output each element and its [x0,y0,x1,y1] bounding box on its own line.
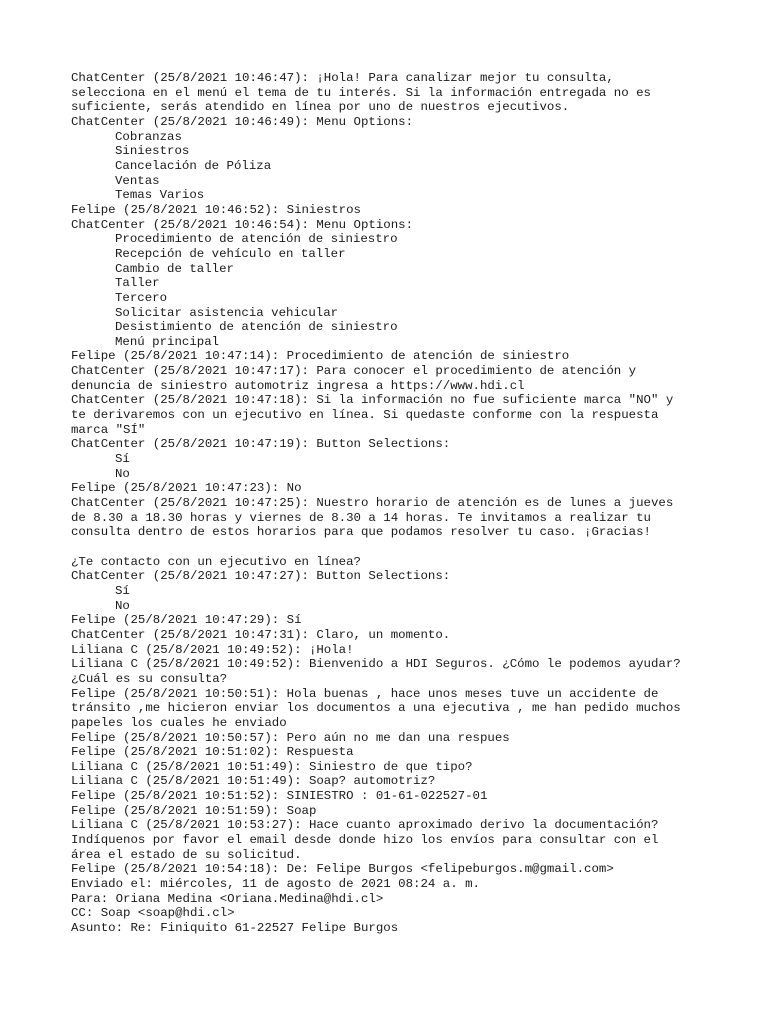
menu-option-line: Recepción de vehículo en taller [115,246,346,261]
transcript-line: Felipe (25/8/2021 10:46:52): Siniestros [71,202,361,217]
menu-option-line: Sí [115,583,130,598]
transcript-line: ChatCenter (25/8/2021 10:46:49): Menu Options: [71,114,414,129]
transcript-line: ChatCenter (25/8/2021 10:46:47): ¡Hola! Para canalizar mejor tu consulta, [71,71,614,85]
transcript-line: ¿Cuál es su consulta? [71,671,228,686]
transcript-line: Felipe (25/8/2021 10:50:57): Pero aún no me dan una respues [71,730,510,745]
menu-option-line: Sí [115,452,130,467]
transcript-line: selecciona en el menú el tema de tu interés. Si la información entregada no es [71,85,651,100]
menu-option-line: No [115,598,130,613]
transcript-line: ChatCenter (25/8/2021 10:47:31): Claro, un momento. [71,627,451,642]
transcript-line: ChatCenter (25/8/2021 10:47:18): Si la información no fue suficiente marca "NO" y [71,393,674,408]
transcript-line: Felipe (25/8/2021 10:47:14): Procedimiento de atención de siniestro [71,349,570,364]
transcript-line: te derivaremos con un ejecutivo en línea. Si quedaste conforme con la respuesta [71,408,659,423]
transcript-line: Felipe (25/8/2021 10:47:29): Sí [71,613,302,628]
transcript-line: CC: Soap <soap@hdi.cl> [71,906,235,921]
menu-option-line: Cobranzas [115,129,182,144]
menu-option-line: Desistimiento de atención de siniestro [115,320,398,335]
menu-option-line: No [115,466,130,481]
transcript-line [71,540,711,555]
transcript-line: ChatCenter (25/8/2021 10:47:27): Button Selections: [71,569,451,584]
menu-option-line: Cancelación de Póliza [115,158,272,173]
transcript-line: ChatCenter (25/8/2021 10:47:19): Button Selections: [71,437,451,452]
transcript-line: ChatCenter (25/8/2021 10:47:25): Nuestro horario de atención es de lunes a jueves [71,496,674,511]
transcript-line: de 8.30 a 18.30 horas y viernes de 8.30 a 14 horas. Te invitamos a realizar tu [71,510,651,525]
transcript-line: Felipe (25/8/2021 10:51:59): Soap [71,803,317,818]
transcript-line: Liliana C (25/8/2021 10:49:52): Bienvenido a HDI Seguros. ¿Cómo le podemos ayudar? [71,657,681,672]
transcript-line: área el estado de su solicitud. [71,847,302,862]
transcript-line: ChatCenter (25/8/2021 10:47:17): Para conocer el procedimiento de atención y [71,364,637,379]
transcript-line: Felipe (25/8/2021 10:54:18): De: Felipe Burgos <felipeburgos.m@gmail.com> [71,862,614,877]
transcript-line: Liliana C (25/8/2021 10:51:49): Soap? automotriz? [71,774,436,789]
transcript-line: Indíquenos por favor el email desde donde hizo los envíos para consultar con el [71,833,659,848]
transcript-line: Liliana C (25/8/2021 10:49:52): ¡Hola! [71,642,354,657]
transcript-line: consulta dentro de estos horarios para que podamos resolver tu caso. ¡Gracias! [71,525,651,540]
transcript-line: denuncia de siniestro automotriz ingresa a https://www.hdi.cl [71,378,525,393]
transcript-line: Para: Oriana Medina <Oriana.Medina@hdi.cl> [71,891,384,906]
menu-option-line: Ventas [115,173,160,188]
transcript-line: marca "SÍ" [71,422,146,437]
transcript-line: tránsito ,me hicieron enviar los documentos a una ejecutiva , me han pedido muchos [71,701,681,716]
menu-option-line: Procedimiento de atención de siniestro [115,232,398,247]
menu-option-line: Siniestros [115,144,190,159]
transcript-line: Felipe (25/8/2021 10:50:51): Hola buenas , hace unos meses tuve un accidente de [71,686,659,701]
menu-option-line: Taller [115,276,160,291]
menu-option-line: Menú principal [115,334,220,349]
transcript-line: papeles los cuales he enviado [71,715,287,730]
transcript-line: Felipe (25/8/2021 10:51:52): SINIESTRO : 01-61-022527-01 [71,789,488,804]
transcript-line: Liliana C (25/8/2021 10:51:49): Siniestro de que tipo? [71,759,473,774]
menu-option-line: Tercero [115,290,168,305]
transcript-line: Liliana C (25/8/2021 10:53:27): Hace cuanto aproximado derivo la documentación? [71,818,659,833]
transcript-line: Enviado el: miércoles, 11 de agosto de 2021 08:24 a. m. [71,877,480,892]
transcript-line: Asunto: Re: Finiquito 61-22527 Felipe Burgos [71,921,399,936]
transcript-line: Felipe (25/8/2021 10:51:02): Respuesta [71,745,354,760]
transcript-line: suficiente, serás atendido en línea por uno de nuestros ejecutivos. [71,100,570,115]
transcript-line: ChatCenter (25/8/2021 10:46:54): Menu Options: [71,217,414,232]
transcript-line: ¿Te contacto con un ejecutivo en línea? [71,554,361,569]
menu-option-line: Temas Varios [115,188,205,203]
transcript-line: Felipe (25/8/2021 10:47:23): No [71,481,302,496]
menu-option-line: Cambio de taller [115,261,234,276]
chat-transcript [71,71,711,936]
menu-option-line: Solicitar asistencia vehicular [115,305,339,320]
